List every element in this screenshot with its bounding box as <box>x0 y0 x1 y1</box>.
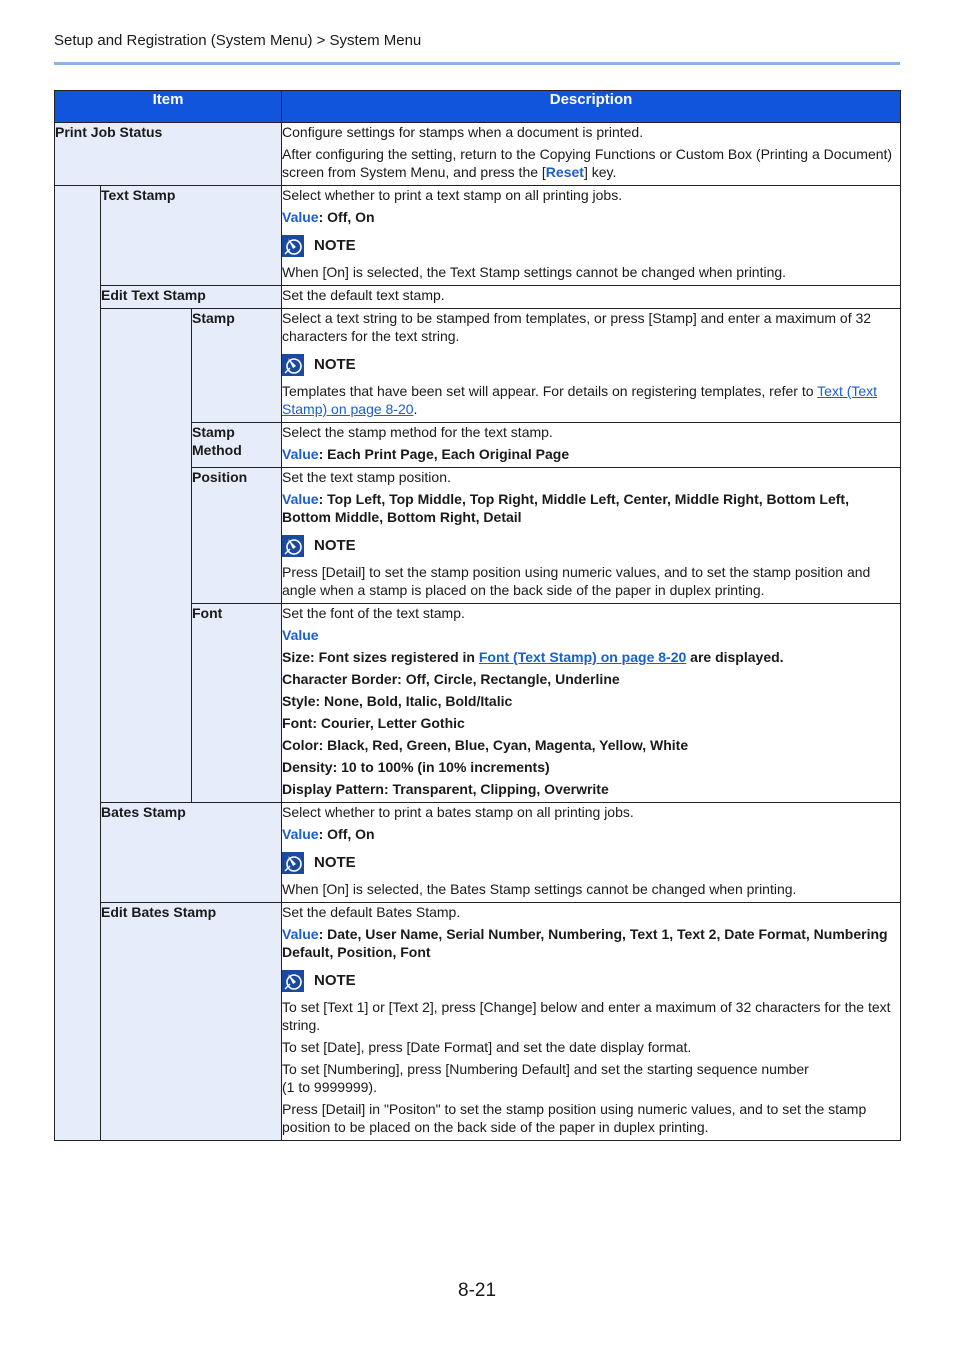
item-font: Font <box>192 604 282 803</box>
table-row-text-stamp <box>55 186 901 286</box>
desc-print-job-status <box>282 123 901 186</box>
desc-text: After configuring the setting, return to the Copying Functions or Custom Box (Printing a Document) screen from System Menu, and press the [Reset] key. <box>282 146 893 180</box>
note-heading: NOTE <box>282 852 900 874</box>
desc-position <box>282 468 901 604</box>
desc-text: Select whether to print a text stamp on all printing jobs. <box>282 187 623 203</box>
value-size: Size: Font sizes registered in Font (Text Stamp) on page 8-20 are displayed. <box>282 649 784 665</box>
item-edit-text-stamp: Edit Text Stamp <box>101 286 282 309</box>
item-edit-bates-stamp: Edit Bates Stamp <box>101 903 282 1141</box>
note-heading: NOTE <box>282 354 900 376</box>
value-pattern: Display Pattern: Transparent, Clipping, Overwrite <box>282 781 609 797</box>
desc-stamp-method <box>282 423 901 468</box>
note-text: Press [Detail] in "Positon" to set the stamp position using numeric values, and to set the stamp position to be placed on the back side of the paper in duplex printing. <box>282 1101 867 1135</box>
column-header-item: Item <box>55 91 282 123</box>
value-font: Font: Courier, Letter Gothic <box>282 715 465 731</box>
note-heading: NOTE <box>282 970 900 992</box>
table-row-bates-stamp <box>55 803 901 903</box>
desc-edit-bates-stamp <box>282 903 901 1141</box>
desc-bates-stamp <box>282 803 901 903</box>
note-icon <box>282 354 304 376</box>
table-row-edit-bates-stamp <box>55 903 901 1141</box>
desc-text: Configure settings for stamps when a document is printed. <box>282 124 644 140</box>
item-stamp: Stamp <box>192 309 282 423</box>
link-font-text-stamp[interactable]: Font (Text Stamp) on page 8-20 <box>478 649 687 665</box>
note-text: To set [Text 1] or [Text 2], press [Change] below and enter a maximum of 32 characters for the text string. <box>282 999 891 1033</box>
table-row-stamp <box>55 309 901 423</box>
item-print-job-status: Print Job Status <box>55 123 282 186</box>
desc-stamp <box>282 309 901 423</box>
page-number: 8-21 <box>458 1280 497 1301</box>
indent-cell <box>101 309 192 803</box>
header-rule <box>54 62 900 65</box>
note-text: Templates that have been set will appear. For details on registering templates, refer to Text (Text Stamp) on page 8-20. <box>282 383 878 417</box>
link-text-stamp[interactable]: Text (Text Stamp) on page 8-20 <box>282 383 878 417</box>
value-line: Value: Each Print Page, Each Original Page <box>282 446 570 462</box>
note-icon <box>282 970 304 992</box>
value-line: Value: Date, User Name, Serial Number, Numbering, Text 1, Text 2, Date Format, Numbering Default, Position, Font <box>282 926 888 960</box>
value-line: Value: Off, On <box>282 826 375 842</box>
item-bates-stamp: Bates Stamp <box>101 803 282 903</box>
desc-text: Set the text stamp position. <box>282 469 451 485</box>
desc-text: Select a text string to be stamped from templates, or press [Stamp] and enter a maximum of 32 characters for the text string. <box>282 310 872 344</box>
note-text: When [On] is selected, the Bates Stamp settings cannot be changed when printing. <box>282 881 797 897</box>
value-line: Value: Top Left, Top Middle, Top Right, Middle Left, Center, Middle Right, Bottom Left, Bottom Middle, Bottom Right, Detail <box>282 491 849 525</box>
note-text: To set [Numbering], press [Numbering Default] and set the starting sequence number (1 to 9999999). <box>282 1061 809 1095</box>
indent-cell <box>55 186 101 1141</box>
value-border: Character Border: Off, Circle, Rectangle, Underline <box>282 671 620 687</box>
desc-text: Set the font of the text stamp. <box>282 605 465 621</box>
desc-text: Set the default Bates Stamp. <box>282 904 461 920</box>
item-position: Position <box>192 468 282 604</box>
note-heading: NOTE <box>282 535 900 557</box>
value-density: Density: 10 to 100% (in 10% increments) <box>282 759 550 775</box>
settings-table <box>54 90 901 1141</box>
table-row-edit-text-stamp <box>55 286 901 309</box>
note-icon <box>282 535 304 557</box>
item-text-stamp: Text Stamp <box>101 186 282 286</box>
desc-edit-text-stamp <box>282 286 901 309</box>
note-text: When [On] is selected, the Text Stamp settings cannot be changed when printing. <box>282 264 787 280</box>
value-color: Color: Black, Red, Green, Blue, Cyan, Magenta, Yellow, White <box>282 737 689 753</box>
table-row-print-job-status <box>55 123 901 186</box>
value-style: Style: None, Bold, Italic, Bold/Italic <box>282 693 513 709</box>
reset-key-label: Reset <box>545 164 584 180</box>
item-stamp-method: Stamp Method <box>192 423 282 468</box>
note-text: To set [Date], press [Date Format] and set the date display format. <box>282 1039 692 1055</box>
note-icon <box>282 852 304 874</box>
note-text: Press [Detail] to set the stamp position using numeric values, and to set the stamp position and angle when a stamp is placed on the back side of the paper in duplex printing. <box>282 564 871 598</box>
desc-text: Select whether to print a bates stamp on all printing jobs. <box>282 804 634 820</box>
table-header-row <box>55 91 901 123</box>
desc-text: Select the stamp method for the text stamp. <box>282 424 553 440</box>
value-heading: Value <box>282 627 319 643</box>
note-icon <box>282 235 304 257</box>
column-header-description: Description <box>282 91 901 123</box>
breadcrumb: Setup and Registration (System Menu) > System Menu <box>54 32 422 49</box>
desc-font <box>282 604 901 803</box>
value-line: Value: Off, On <box>282 209 375 225</box>
note-heading: NOTE <box>282 235 900 257</box>
desc-text: Set the default text stamp. <box>282 287 445 303</box>
desc-text-stamp <box>282 186 901 286</box>
